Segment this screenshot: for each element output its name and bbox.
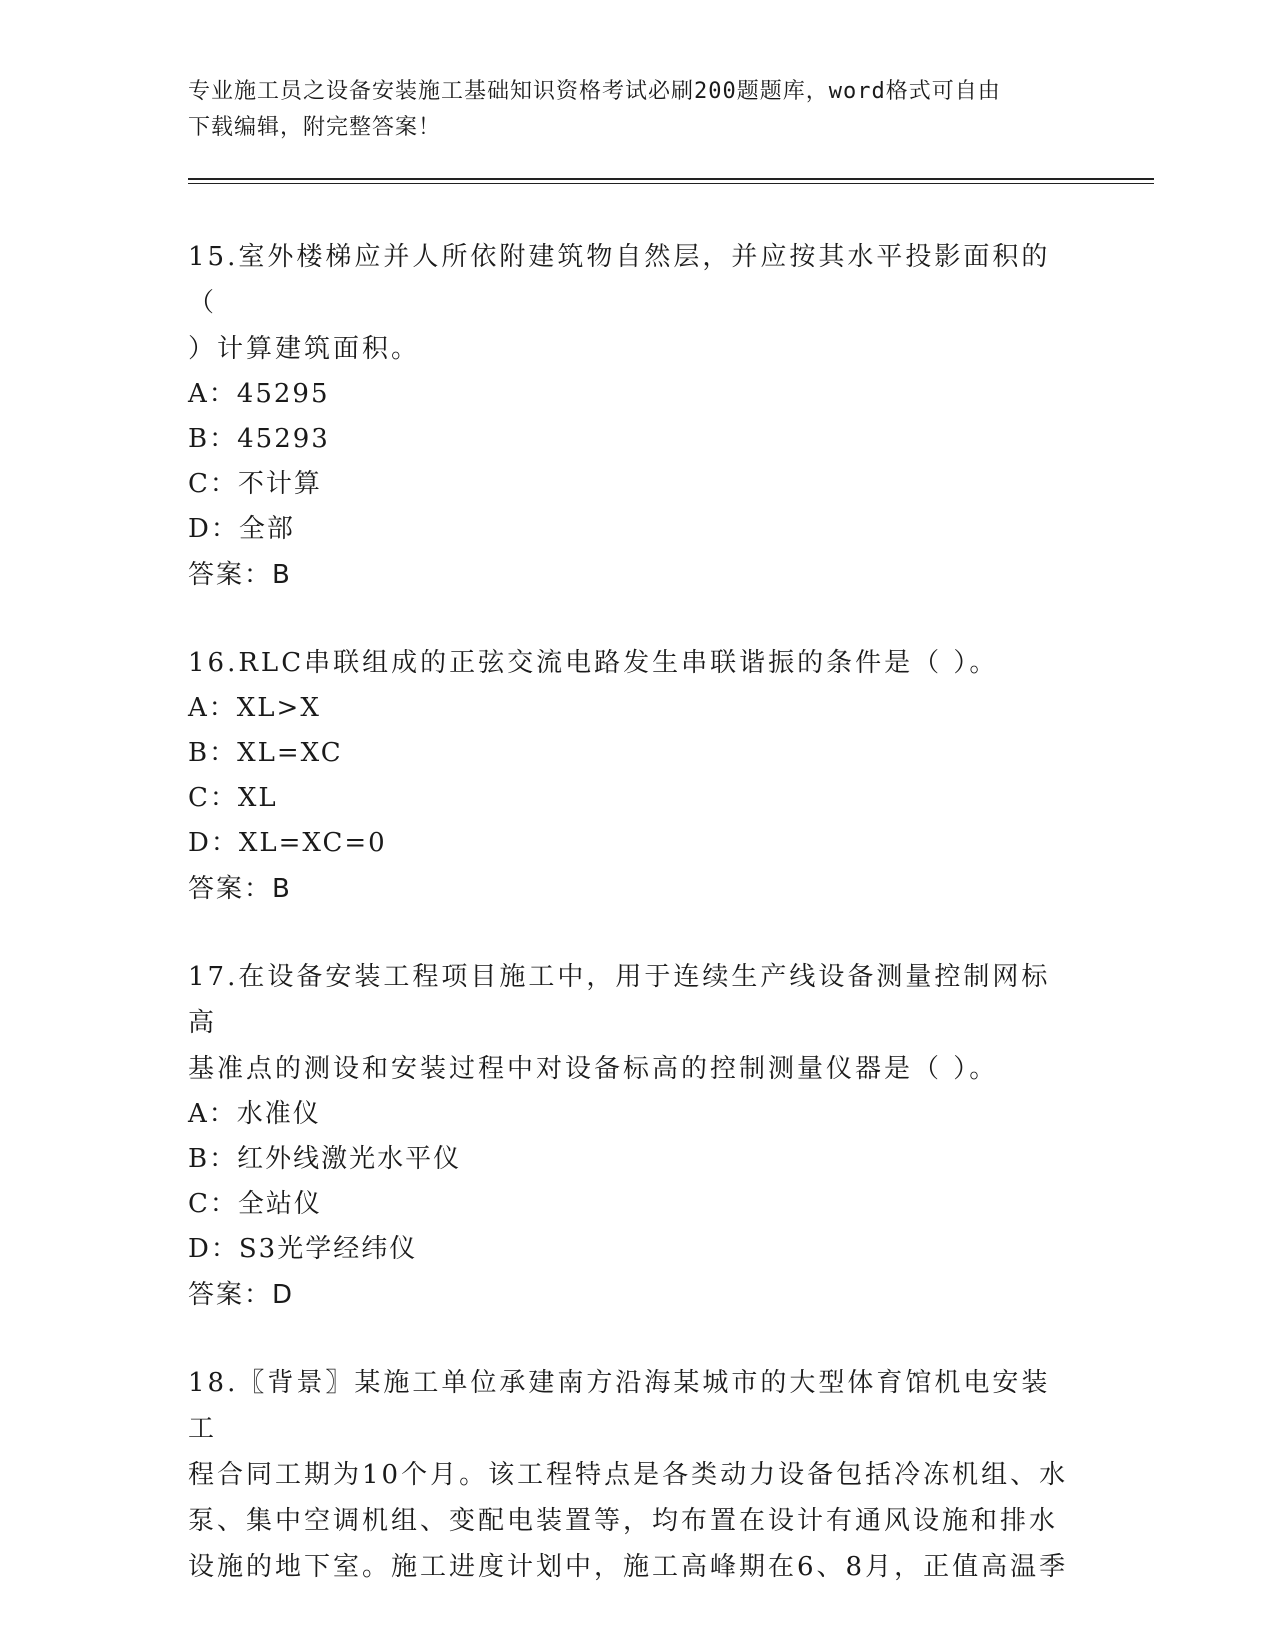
- question-stem-line: 18.〖背景〗某施工单位承建南方沿海某城市的大型体育馆机电安装工: [188, 1368, 1051, 1444]
- option-b: B：红外线激光水平仪: [188, 1144, 462, 1174]
- question-stem-line: 基准点的测设和安装过程中对设备标高的控制测量仪器是（ ）。: [188, 1054, 999, 1084]
- option-b: B：45293: [188, 424, 330, 454]
- answer-label: 答案：D: [188, 1280, 295, 1310]
- answer-label: 答案：B: [188, 874, 292, 904]
- question-stem-line: 15.室外楼梯应并人所依附建筑物自然层，并应按其水平投影面积的（: [188, 242, 1051, 318]
- question-16: [188, 640, 1078, 912]
- header-divider-bottom: [188, 183, 1154, 184]
- question-stem-line: ）计算建筑面积。: [188, 334, 421, 364]
- question-18: [188, 1360, 1078, 1590]
- option-d: D：全部: [188, 514, 295, 544]
- option-b: B：XL=XC: [188, 738, 343, 768]
- question-stem-line: 16.RLC串联组成的正弦交流电路发生串联谐振的条件是（ ）。: [188, 648, 999, 678]
- option-d: D：S3光学经纬仪: [188, 1234, 418, 1264]
- answer-label: 答案：B: [188, 560, 292, 590]
- option-c: C：不计算: [188, 469, 322, 499]
- option-d: D：XL=XC=0: [188, 828, 387, 858]
- option-c: C：XL: [188, 783, 278, 813]
- question-stem-line: 泵、集中空调机组、变配电装置等，均布置在设计有通风设施和排水: [188, 1506, 1059, 1536]
- option-c: C：全站仪: [188, 1189, 322, 1219]
- option-a: A：XL>X: [188, 693, 321, 723]
- question-15: [188, 234, 1078, 598]
- question-17: [188, 954, 1078, 1318]
- question-stem-line: 程合同工期为10个月。该工程特点是各类动力设备包括冷冻机组、水: [188, 1460, 1069, 1490]
- option-a: A：水准仪: [188, 1099, 321, 1129]
- option-a: A：45295: [188, 379, 330, 409]
- header-line-2: 下载编辑，附完整答案！: [188, 115, 442, 140]
- header-divider-top: [188, 178, 1154, 180]
- question-stem-line: 设施的地下室。施工进度计划中，施工高峰期在6、8月，正值高温季: [188, 1552, 1069, 1582]
- question-stem-line: 17.在设备安装工程项目施工中，用于连续生产线设备测量控制网标高: [188, 962, 1051, 1038]
- header-line-1: 专业施工员之设备安装施工基础知识资格考试必刷200题题库，word格式可自由: [188, 79, 1001, 104]
- document-header: [188, 74, 1088, 146]
- question-list: [188, 234, 1078, 1632]
